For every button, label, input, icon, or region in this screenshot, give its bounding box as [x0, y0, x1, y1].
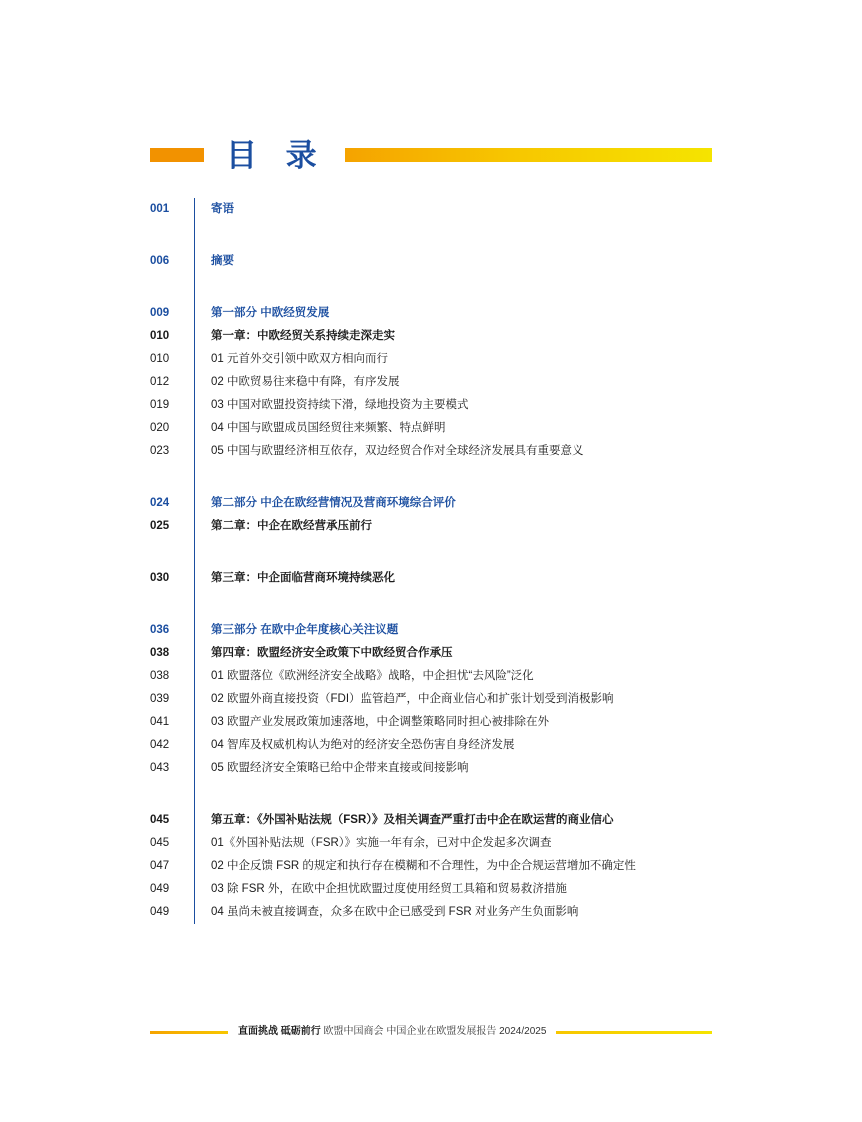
toc-spacer-num [150, 221, 194, 250]
toc-entry-label: 摘要 [211, 255, 234, 267]
toc-entry-label: 第二部分 中企在欧经营情况及营商环境综合评价 [211, 497, 456, 509]
toc-entry-label: 第三章：中企面临营商环境持续恶化 [211, 572, 395, 584]
toc-entry-label: 04 中国与欧盟成员国经贸往来频繁、特点鲜明 [211, 422, 446, 434]
toc-entry[interactable] [150, 492, 730, 515]
toc-entry-label: 第二章：中企在欧经营承压前行 [211, 520, 372, 532]
toc-entry[interactable] [150, 878, 730, 901]
footer-bar-left [150, 1031, 228, 1034]
toc-rule [194, 590, 195, 619]
toc-entry[interactable] [150, 302, 730, 325]
toc-entry-label: 03 欧盟产业发展政策加速落地，中企调整策略同时担心被排除在外 [211, 716, 549, 728]
page-footer [150, 1027, 712, 1037]
toc-rule [194, 348, 195, 371]
toc-spacer [150, 273, 730, 302]
toc-entry-page-number: 012 [150, 376, 170, 388]
toc-rule [194, 198, 195, 221]
toc-rule [194, 463, 195, 492]
toc-rule [194, 901, 195, 924]
toc-entry-page-number: 038 [150, 670, 170, 682]
toc-spacer [150, 780, 730, 809]
toc-entry-page-number: 047 [150, 860, 170, 872]
toc-entry[interactable] [150, 440, 730, 463]
toc-entry-label: 第四章：欧盟经济安全政策下中欧经贸合作承压 [211, 647, 453, 659]
toc-entry[interactable] [150, 832, 730, 855]
toc-entry-label: 04 虽尚未被直接调查，众多在欧中企已感受到 FSR 对业务产生负面影响 [211, 906, 579, 918]
toc-entry-label: 01 元首外交引领中欧双方相向而行 [211, 353, 388, 365]
toc-entry-page-number: 020 [150, 422, 170, 434]
toc-entry-label: 第一章：中欧经贸关系持续走深走实 [211, 330, 395, 342]
toc-spacer-num [150, 273, 194, 302]
toc-entry-label: 04 智库及权威机构认为绝对的经济安全恐伤害自身经济发展 [211, 739, 515, 751]
footer-rest-text: 欧盟中国商会 中国企业在欧盟发展报告 2024/2025 [320, 1026, 547, 1037]
table-of-contents [150, 198, 730, 924]
toc-entry-page-number: 043 [150, 762, 170, 774]
toc-entry-label: 01《外国补贴法规（FSR）》实施一年有余，已对中企发起多次调查 [211, 837, 552, 849]
toc-rule [194, 492, 195, 515]
toc-rule [194, 809, 195, 832]
toc-entry-label: 03 除 FSR 外，在欧中企担忧欧盟过度使用经贸工具箱和贸易救济措施 [211, 883, 567, 895]
toc-entry-page-number: 009 [150, 307, 170, 319]
title-bar-left [150, 148, 204, 162]
toc-entry[interactable] [150, 855, 730, 878]
toc-entry[interactable] [150, 348, 730, 371]
toc-rule [194, 757, 195, 780]
toc-entry-label: 02 中欧贸易往来稳中有降，有序发展 [211, 376, 400, 388]
toc-rule [194, 619, 195, 642]
toc-entry[interactable] [150, 250, 730, 273]
toc-spacer [150, 463, 730, 492]
toc-entry[interactable] [150, 757, 730, 780]
footer-bold-text: 直面挑战 砥砺前行 [238, 1026, 321, 1037]
toc-spacer-filler [211, 221, 730, 250]
toc-entry[interactable] [150, 642, 730, 665]
toc-entry-page-number: 049 [150, 906, 170, 918]
toc-spacer [150, 538, 730, 567]
toc-entry[interactable] [150, 688, 730, 711]
toc-entry-page-number: 038 [150, 647, 170, 659]
toc-entry-label: 第一部分 中欧经贸发展 [211, 307, 330, 319]
toc-rule [194, 394, 195, 417]
toc-entry-page-number: 045 [150, 814, 170, 826]
toc-rule [194, 780, 195, 809]
toc-entry-page-number: 010 [150, 330, 170, 342]
toc-rule [194, 371, 195, 394]
toc-spacer-num [150, 538, 194, 567]
toc-rule [194, 440, 195, 463]
toc-rule [194, 642, 195, 665]
toc-rule [194, 878, 195, 901]
toc-rule [194, 665, 195, 688]
toc-rule [194, 832, 195, 855]
toc-entry-label: 寄语 [211, 203, 234, 215]
toc-entry-label: 03 中国对欧盟投资持续下滑，绿地投资为主要模式 [211, 399, 469, 411]
toc-entry[interactable] [150, 515, 730, 538]
toc-rule [194, 734, 195, 757]
footer-bar-right [556, 1031, 712, 1034]
toc-entry-label: 05 欧盟经济安全策略已给中企带来直接或间接影响 [211, 762, 469, 774]
toc-entry-page-number: 025 [150, 520, 170, 532]
toc-entry-page-number: 006 [150, 255, 170, 267]
toc-entry[interactable] [150, 371, 730, 394]
toc-rule [194, 567, 195, 590]
page-title-row [150, 134, 712, 176]
toc-rule [194, 711, 195, 734]
toc-entry-page-number: 024 [150, 497, 170, 509]
toc-rule [194, 417, 195, 440]
toc-entry[interactable] [150, 325, 730, 348]
toc-spacer-num [150, 590, 194, 619]
toc-spacer-filler [211, 780, 730, 809]
toc-entry-label: 01 欧盟落位《欧洲经济安全战略》战略，中企担忧“去风险”泛化 [211, 670, 534, 682]
toc-rule [194, 855, 195, 878]
toc-entry[interactable] [150, 198, 730, 221]
toc-entry-page-number: 049 [150, 883, 170, 895]
toc-rule [194, 688, 195, 711]
toc-rule [194, 250, 195, 273]
toc-rule [194, 221, 195, 250]
toc-entry-page-number: 019 [150, 399, 170, 411]
toc-rule [194, 273, 195, 302]
toc-spacer [150, 221, 730, 250]
toc-entry-label: 第五章：《外国补贴法规（FSR）》及相关调查严重打击中企在欧运营的商业信心 [211, 814, 614, 826]
toc-spacer [150, 590, 730, 619]
toc-spacer-num [150, 463, 194, 492]
toc-entry[interactable] [150, 619, 730, 642]
toc-rule [194, 302, 195, 325]
toc-entry-page-number: 010 [150, 353, 170, 365]
footer-text [228, 1027, 556, 1037]
toc-spacer-filler [211, 538, 730, 567]
toc-entry[interactable] [150, 901, 730, 924]
toc-entry[interactable] [150, 394, 730, 417]
toc-entry-page-number: 041 [150, 716, 170, 728]
toc-entry-label: 02 中企反馈 FSR 的规定和执行存在模糊和不合理性，为中企合规运营增加不确定性 [211, 860, 636, 872]
toc-entry-page-number: 039 [150, 693, 170, 705]
toc-spacer-filler [211, 590, 730, 619]
toc-entry[interactable] [150, 665, 730, 688]
toc-entry-page-number: 030 [150, 572, 170, 584]
toc-entry-page-number: 001 [150, 203, 170, 215]
toc-entry-page-number: 023 [150, 445, 170, 457]
page-title: 目 录 [226, 137, 327, 173]
toc-entry-page-number: 036 [150, 624, 170, 636]
toc-entry[interactable] [150, 417, 730, 440]
toc-entry[interactable] [150, 567, 730, 590]
toc-entry-label: 05 中国与欧盟经济相互依存，双边经贸合作对全球经济发展具有重要意义 [211, 445, 584, 457]
title-bar-right [345, 148, 712, 162]
toc-rule [194, 325, 195, 348]
toc-entry-label: 02 欧盟外商直接投资（FDI）监管趋严，中企商业信心和扩张计划受到消极影响 [211, 693, 614, 705]
toc-spacer-filler [211, 273, 730, 302]
toc-rule [194, 538, 195, 567]
toc-rule [194, 515, 195, 538]
toc-entry-page-number: 042 [150, 739, 170, 751]
toc-entry-page-number: 045 [150, 837, 170, 849]
toc-entry[interactable] [150, 809, 730, 832]
toc-entry[interactable] [150, 734, 730, 757]
toc-spacer-filler [211, 463, 730, 492]
toc-entry-label: 第三部分 在欧中企年度核心关注议题 [211, 624, 399, 636]
toc-entry[interactable] [150, 711, 730, 734]
toc-spacer-num [150, 780, 194, 809]
